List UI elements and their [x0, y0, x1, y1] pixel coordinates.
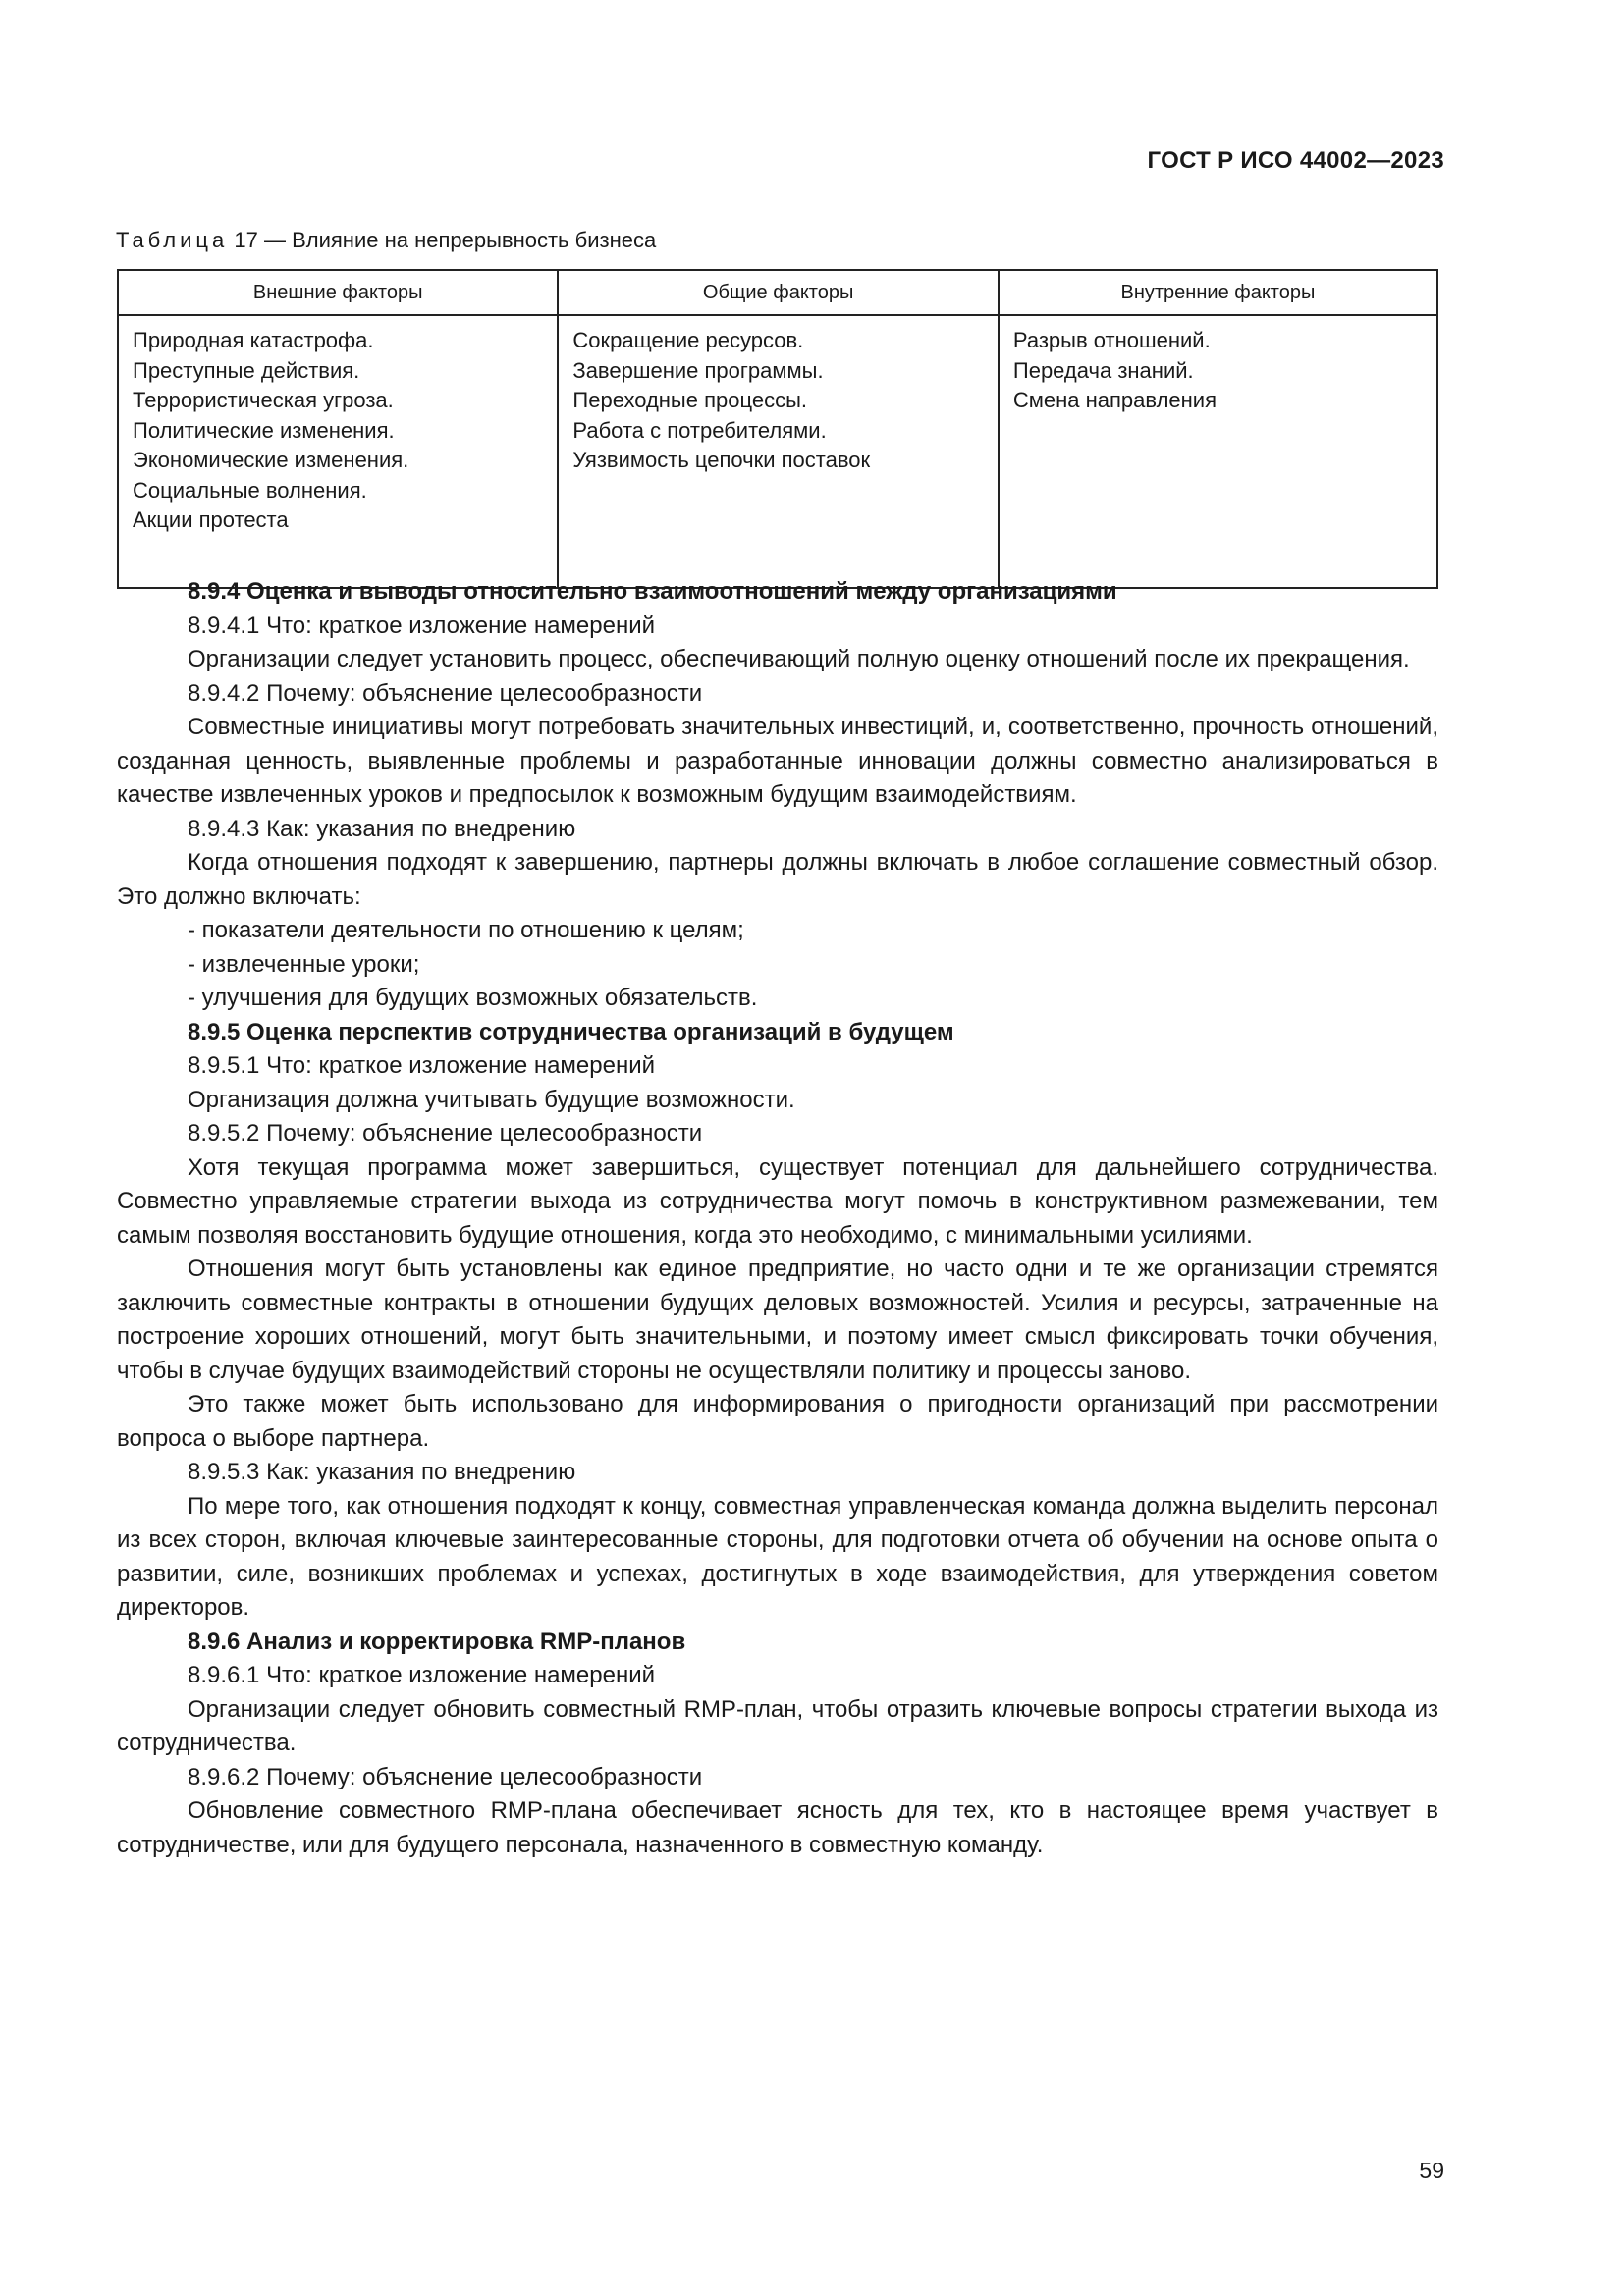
document-code: ГОСТ Р ИСО 44002—2023 [1147, 147, 1444, 174]
list-item: Преступные действия. [133, 357, 360, 383]
column-header-common: Общие факторы [558, 270, 998, 315]
list-item: Политические изменения. [133, 417, 395, 443]
paragraph: Хотя текущая программа может завершиться, существует потенциал для дальнейшего сотрудничества. Совместно управляемые стратегии выхода из сотрудничества могут помочь в конструктивном размежевании, тем самым позволяя восстановить будущие отношения, когда это необходимо, с минимальными усилиями. [117, 1153, 1438, 1249]
common-factors-cell [558, 315, 998, 588]
table-header-row [118, 270, 1437, 315]
subsection-label: 8.9.5.2 Почему: объяснение целесообразности [188, 1120, 703, 1147]
paragraph: Обновление совместного RMP-плана обеспечивает ясность для тех, кто в настоящее время участвует в сотрудничестве, или для будущего персонала, назначенного в совместную команду. [117, 1797, 1438, 1858]
section-heading-8-9-4: 8.9.4 Оценка и выводы относительно взаимоотношений между организациями [188, 578, 1117, 605]
list-item: Природная катастрофа. [133, 328, 374, 352]
list-item: - показатели деятельности по отношению к целям; [188, 917, 744, 943]
subsection-label: 8.9.4.3 Как: указания по внедрению [188, 815, 576, 842]
table-caption-label: Таблица [116, 228, 229, 252]
paragraph: Организация должна учитывать будущие возможности. [188, 1086, 795, 1113]
subsection-label: 8.9.4.1 Что: краткое изложение намерений [188, 612, 656, 639]
paragraph: Организации следует обновить совместный RMP-план, чтобы отразить ключевые вопросы стратегии выхода из сотрудничества. [117, 1695, 1438, 1756]
subsection-label: 8.9.6.2 Почему: объяснение целесообразности [188, 1763, 703, 1790]
paragraph: Совместные инициативы могут потребовать значительных инвестиций, и, соответственно, прочность отношений, созданная ценность, выявленные проблемы и разработанные инновации должны совместно анализироваться в качестве извлеченных уроков и предпосылок к возможным будущим взаимодействиям. [117, 714, 1438, 808]
page-number: 59 [1419, 2158, 1444, 2183]
list-item: Террористическая угроза. [133, 388, 394, 412]
subsection-label: 8.9.4.2 Почему: объяснение целесообразности [188, 679, 703, 707]
list-item: Работа с потребителями. [572, 417, 827, 443]
paragraph: Это также может быть использовано для информирования о пригодности организаций при рассмотрении вопроса о выборе партнера. [117, 1391, 1438, 1452]
paragraph: Когда отношения подходят к завершению, партнеры должны включать в любое соглашение совместный обзор. Это должно включать: [117, 849, 1438, 910]
column-header-external: Внешние факторы [118, 270, 558, 315]
list-item: Разрыв отношений. [1012, 328, 1211, 352]
list-item: Экономические изменения. [133, 448, 409, 472]
list-item: - извлеченные уроки; [188, 950, 420, 978]
list-item: - улучшения для будущих возможных обязательств. [188, 985, 758, 1011]
subsection-label: 8.9.6.1 Что: краткое изложение намерений [188, 1662, 656, 1688]
list-item: Передача знаний. [1012, 357, 1194, 383]
table-caption-title: 17 — Влияние на непрерывность бизнеса [234, 228, 657, 252]
list-item: Сокращение ресурсов. [572, 328, 804, 352]
list-item: Социальные волнения. [133, 477, 367, 503]
subsection-label: 8.9.5.1 Что: краткое изложение намерений [188, 1052, 656, 1079]
table-caption [116, 228, 656, 253]
column-header-internal: Внутренние факторы [999, 270, 1437, 315]
list-item: Акции протеста [133, 507, 289, 532]
internal-factors-cell [999, 315, 1437, 588]
external-factors-cell [118, 315, 558, 588]
paragraph: Отношения могут быть установлены как единое предприятие, но часто одни и те же организации стремятся заключить совместные контракты в отношении будущих деловых возможностей. Усилия и ресурсы, затраченные на построение хороших отношений, могут быть значительными, и поэтому имеет смысл фиксировать точки обучения, чтобы в случае будущих взаимодействий стороны не осуществляли политику и процессы заново. [117, 1255, 1438, 1384]
table-row [118, 315, 1437, 588]
paragraph: Организации следует установить процесс, обеспечивающий полную оценку отношений после их прекращения. [188, 646, 1410, 672]
list-item: Уязвимость цепочки поставок [572, 448, 871, 472]
document-body [117, 575, 1438, 1862]
list-item: Завершение программы. [572, 357, 824, 383]
list-item: Смена направления [1012, 388, 1218, 412]
list-item: Переходные процессы. [572, 388, 807, 412]
business-continuity-table [117, 269, 1438, 589]
section-heading-8-9-5: 8.9.5 Оценка перспектив сотрудничества организаций в будущем [188, 1018, 954, 1045]
subsection-label: 8.9.5.3 Как: указания по внедрению [188, 1459, 576, 1485]
paragraph: По мере того, как отношения подходят к концу, совместная управленческая команда должна выделить персонал из всех сторон, включая ключевые заинтересованные стороны, для подготовки отчета об обучении на основе опыта о развитии, силе, возникших проблемах и успехах, достигнутых в ходе взаимодействия, для утверждения советом директоров. [117, 1492, 1438, 1621]
section-heading-8-9-6: 8.9.6 Анализ и корректировка RMP-планов [188, 1628, 686, 1655]
